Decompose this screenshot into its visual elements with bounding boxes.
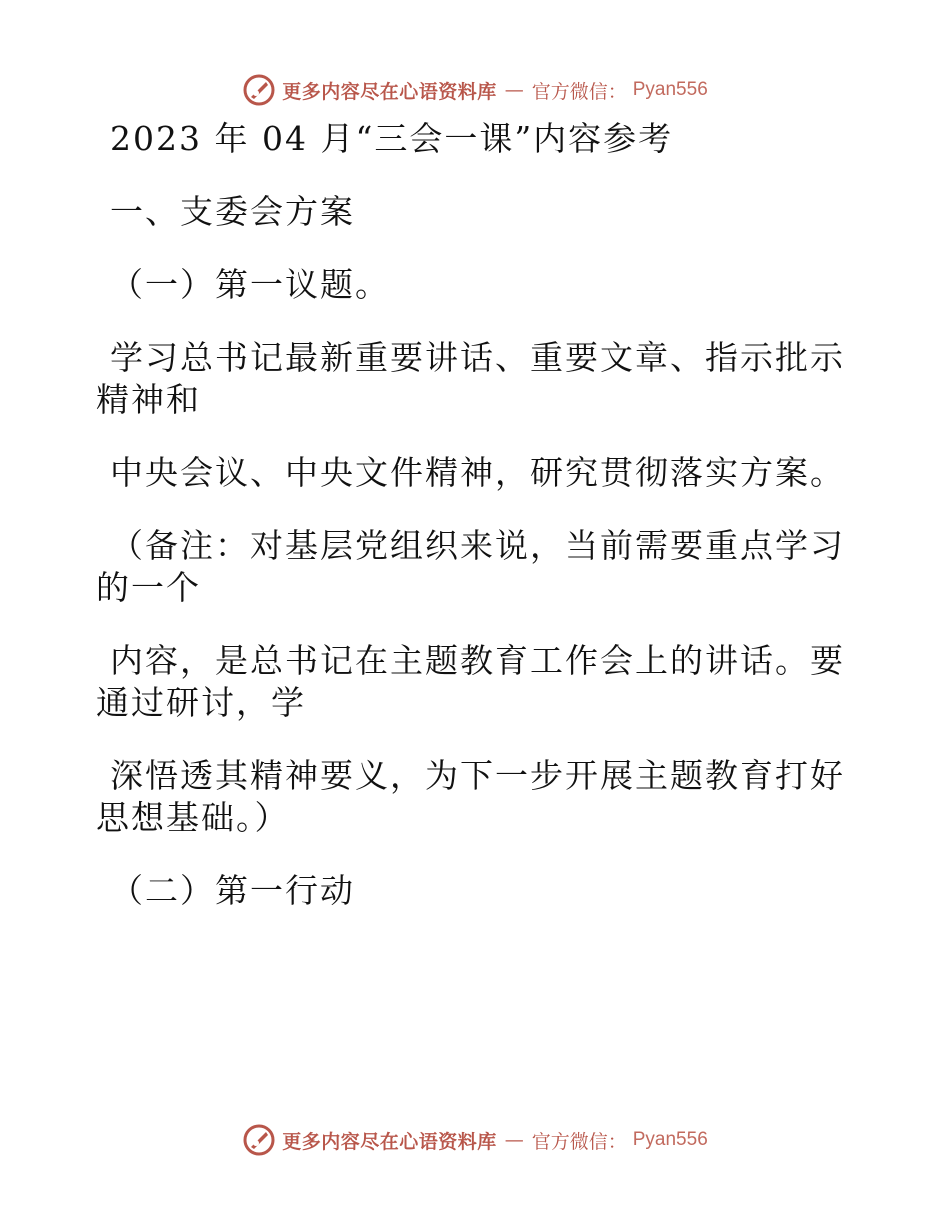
paragraph-line: 学习总书记最新重要讲话、重要文章、指示批示: [110, 338, 845, 377]
watermark-brand: 更多内容尽在心语资料库: [282, 1130, 497, 1153]
watermark-separator: —: [504, 1129, 524, 1151]
paragraph-line: 通过研讨，学: [96, 683, 306, 722]
document-body: [96, 118, 845, 912]
watermark-brand: 更多内容尽在心语资料库: [282, 80, 497, 103]
paragraph-line: 内容，是总书记在主题教育工作会上的讲话。要: [110, 641, 845, 680]
paragraph-line: 深悟透其精神要义，为下一步开展主题教育打好: [110, 756, 845, 795]
paragraph-line: 中央会议、中央文件精神，研究贯彻落实方案。: [110, 453, 845, 492]
watermark-official-label: 官方微信：: [531, 80, 627, 103]
document-title: 2023 年 04 月“三会一课”内容参考: [110, 119, 674, 158]
paragraph-line: 的一个: [96, 568, 201, 607]
paragraph-line: 精神和: [96, 380, 201, 419]
item-heading-2: （二）第一行动: [110, 871, 355, 910]
section-heading: 一、支委会方案: [110, 192, 355, 231]
header-watermark: [0, 70, 950, 110]
quill-logo-icon: [242, 1123, 276, 1157]
paragraph-line: （备注：对基层党组织来说，当前需要重点学习: [110, 526, 845, 565]
quill-logo-icon: [242, 73, 276, 107]
watermark-wechat-id: Pyan556: [632, 79, 708, 100]
watermark-separator: —: [504, 79, 524, 101]
paragraph-line: 思想基础。）: [96, 798, 290, 837]
watermark-official-label: 官方微信：: [531, 1130, 627, 1153]
footer-watermark: [0, 1120, 950, 1160]
watermark-wechat-id: Pyan556: [632, 1129, 708, 1150]
item-heading-1: （一）第一议题。: [110, 265, 390, 304]
